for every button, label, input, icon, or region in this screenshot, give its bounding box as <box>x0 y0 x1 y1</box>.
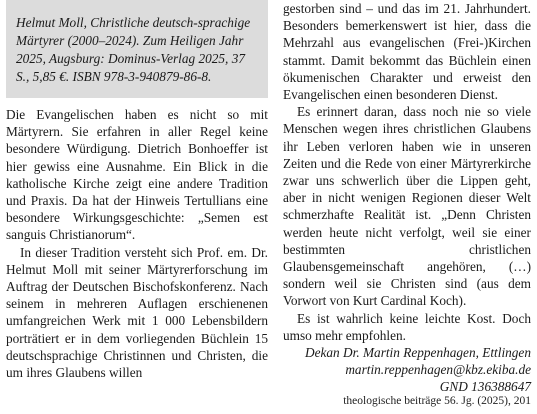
paragraph: Die Evangelischen haben es nicht so mit Märtyrern. Sie erfahren in aller Regel keine besondere Würdigung. Dietrich Bonhoeffer ist hier gewiss eine Ausnahme. Ein Blick in die katholische Kirche zeigt eine andere Tradition und Praxis. Da hat der Hinweis Tertullians eine besondere Wirkungsgeschichte: „Semen est sanguis Christianorum“. <box>6 107 268 243</box>
right-column <box>283 0 531 396</box>
paragraph: gestorben sind – und das im 21. Jahrhundert. Besonders bemerkenswert ist hier, dass die Mehrzahl aus evangelischen (Frei-)Kirchen stammt. Damit bekommt das Büchlein einen ökumenischen Charakter und erweist den Evangelischen einen besonderen Dienst. <box>283 1 531 103</box>
paragraph: In dieser Tradition versteht sich Prof. em. Dr. Helmut Moll mit seiner Märtyrerforschung im Auftrag der Deutschen Bischofskonferenz. Nach seinem in mehreren Auflagen erschienenen umfangreichen Werk mit 1 000 Lebensbildern porträtiert er in dem vorliegenden Büchlein 15 deutschsprachige Christinnen und Christen, die um ihres Glaubens willen <box>6 244 268 381</box>
left-column <box>6 0 268 381</box>
reviewer-gnd: GND 136388647 <box>439 379 531 395</box>
reviewer-name: Dekan Dr. Martin Reppenhagen, Ettlingen <box>304 345 531 361</box>
paragraph: Es erinnert daran, dass noch nie so viele Menschen wegen ihres christlichen Glaubens ihr Leben verloren haben wie in unseren Zeiten und die Rede von einer Märtyrerkirche zwar uns schwerlich über die Lippen geht, aber in nicht wenigen Regionen dieser Welt schmerzhafte Realität ist. „Denn Christen werden heute nicht verfolgt, weil sie einer bestimmten christlichen Glaubensgemeinschaft angehören, (…) sondern weil sie Christen sind (aus dem Vorwort von Kurt Cardinal Koch). <box>283 104 531 309</box>
page-footer: theologische beiträge 56. Jg. (2025), 201 <box>343 395 531 407</box>
reviewer-email: martin.reppenhagen@kbz.ekiba.de <box>345 362 531 378</box>
bibliographic-entry: Helmut Moll, Christliche deutsch-sprachige Märtyrer (2000–2024). Zum Heiligen Jahr 2025, Augsburg: Dominus-Verlag 2025, 37 S., 5,85 €. ISBN 978-3-940879-86-8. <box>6 0 268 98</box>
paragraph: Es ist wahrlich keine leichte Kost. Doch umso mehr empfohlen. <box>283 310 531 343</box>
